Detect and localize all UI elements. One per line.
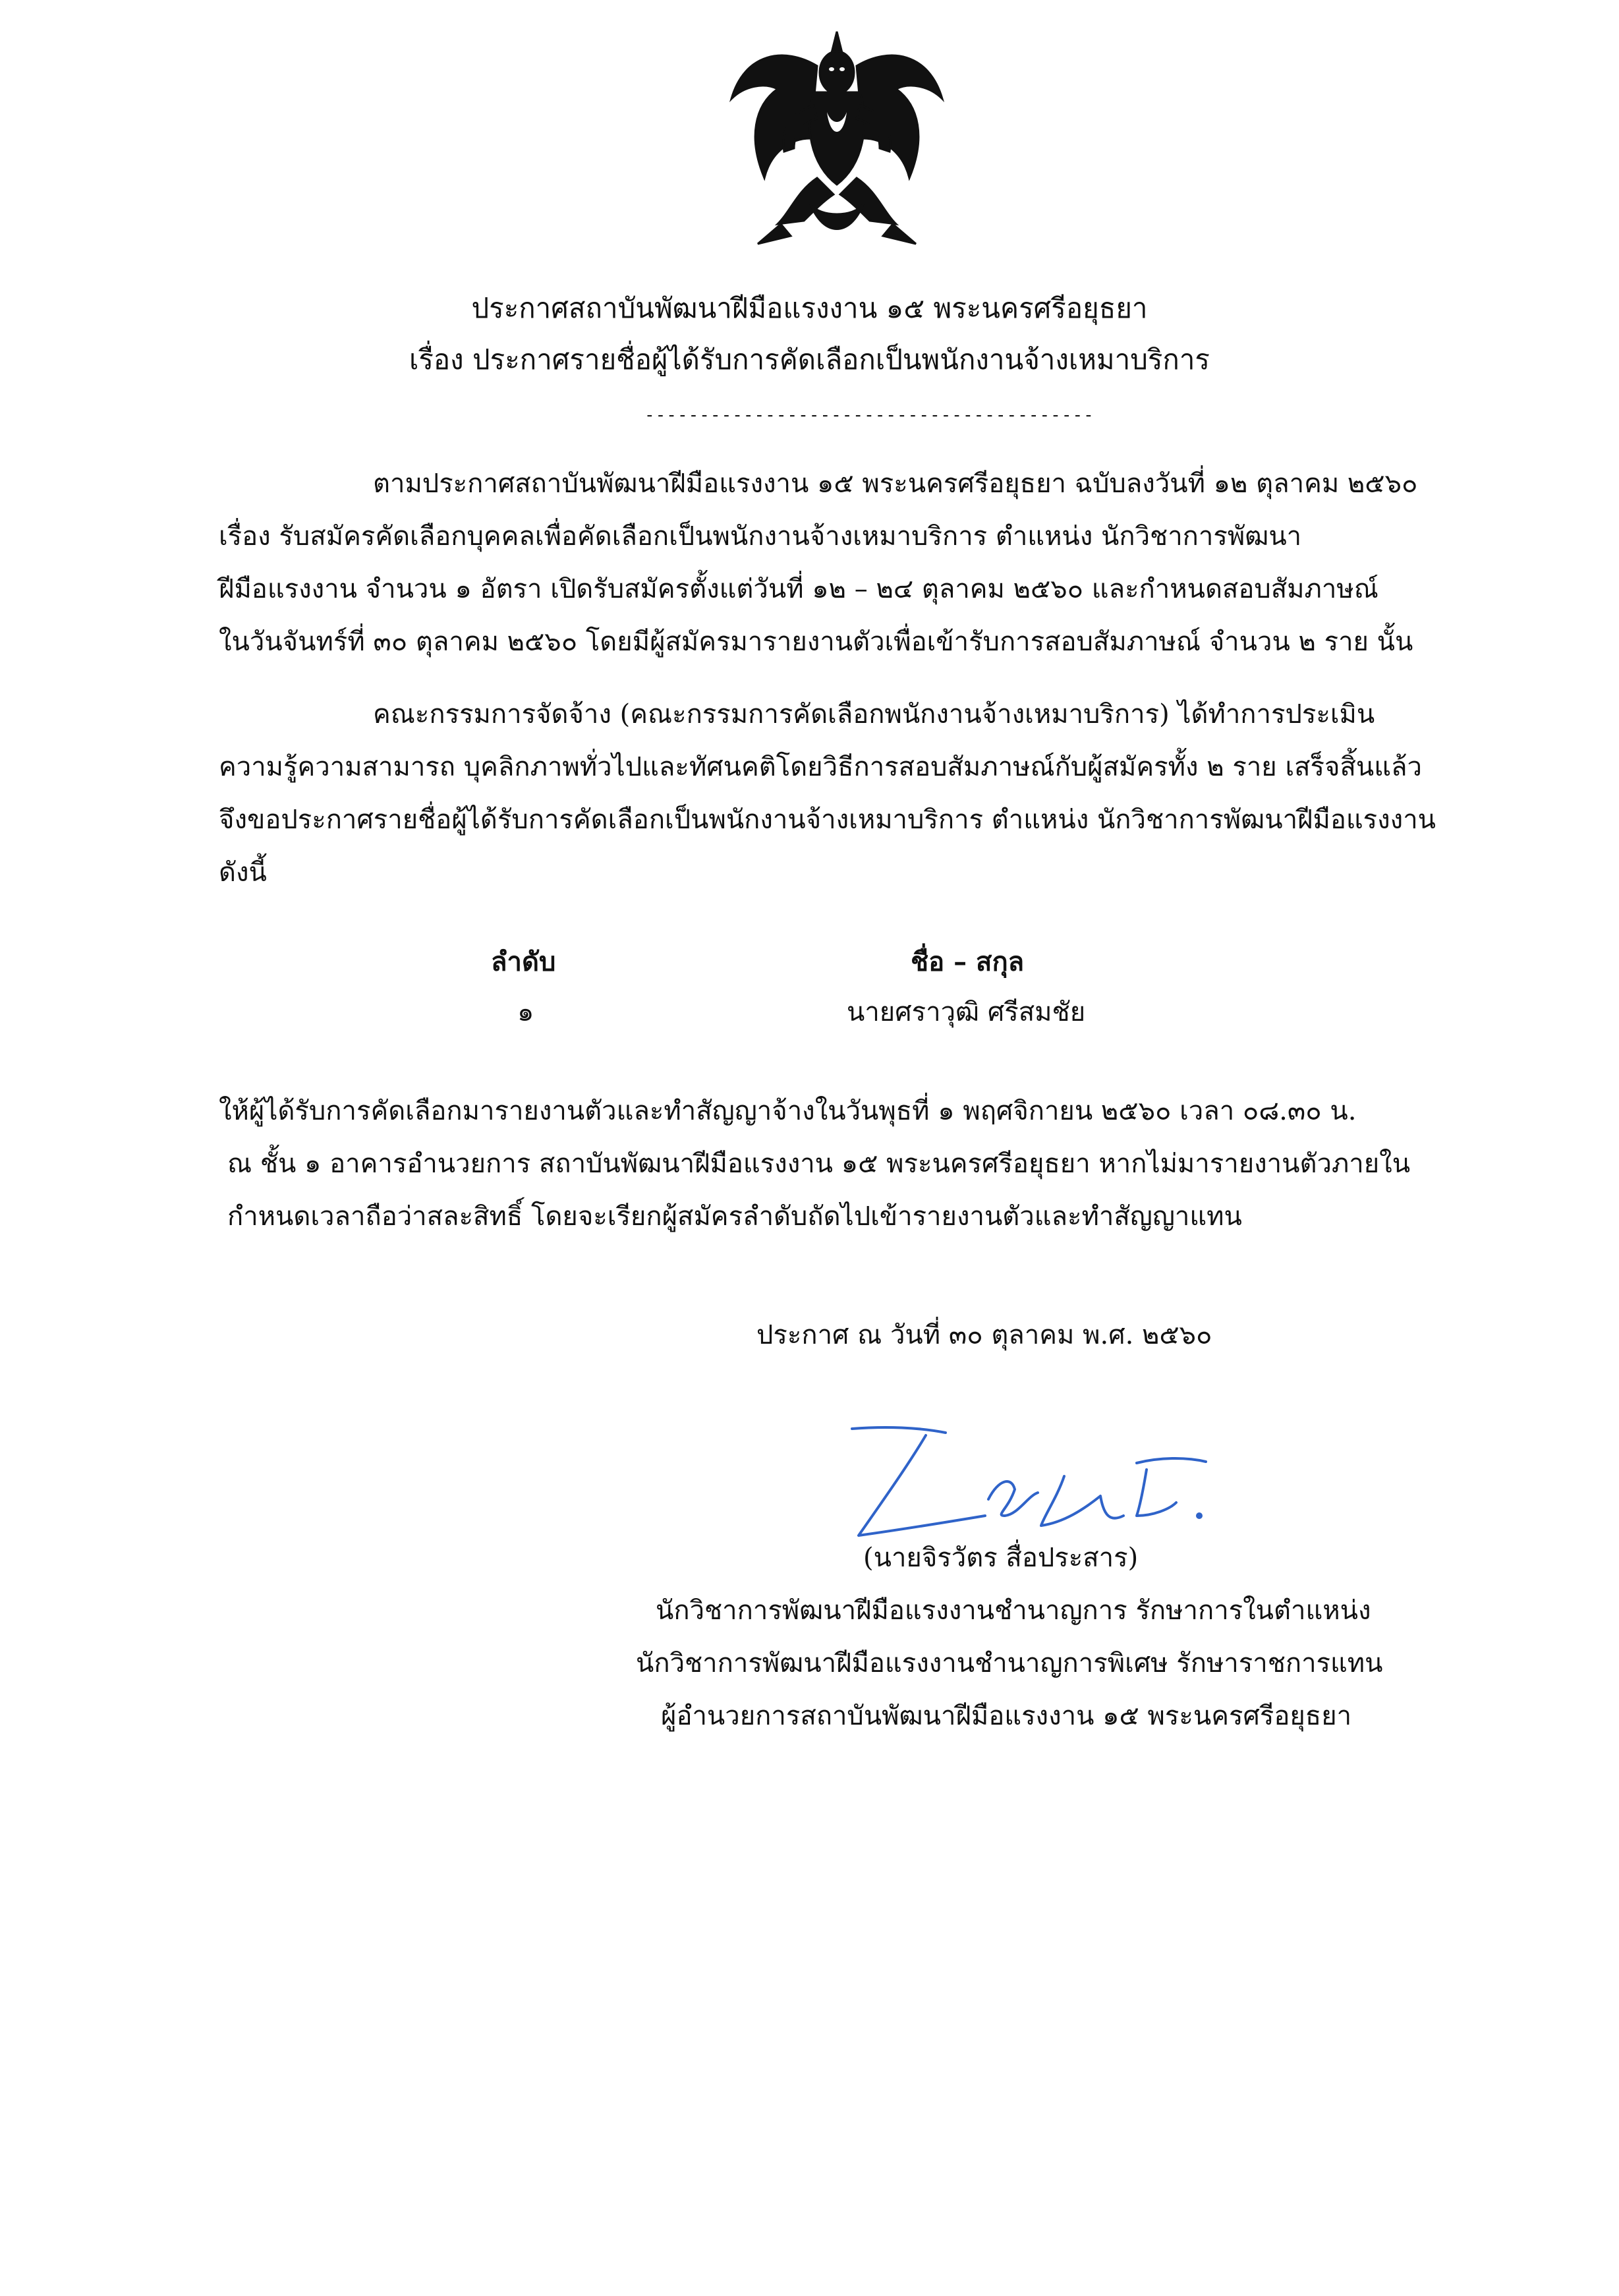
table-header-name: ชื่อ – สกุล: [911, 946, 1025, 977]
title-divider: -----------------------------------------: [644, 405, 1094, 425]
announcement-date: ประกาศ ณ วันที่ ๓๐ ตุลาคม พ.ศ. ๒๕๖๐: [756, 1320, 1212, 1350]
table-row-name: นายศราวุฒิ ศรีสมชัย: [847, 997, 1086, 1027]
para2-line4: ดังนี้: [219, 857, 267, 888]
para1-line4: ในวันจันทร์ที่ ๓๐ ตุลาคม ๒๕๖๐ โดยมีผู้สมัครมารายงานตัวเพื่อเข้ารับการสอบสัมภาษณ์ จำนวน ๒ ราย นั้น: [219, 627, 1413, 657]
garuda-emblem-icon: [718, 26, 955, 257]
para1-line3: ฝีมือแรงงาน จำนวน ๑ อัตรา เปิดรับสมัครตั้งแต่วันที่ ๑๒ – ๒๔ ตุลาคม ๒๕๖๐ และกำหนดสอบสัมภาษณ์: [219, 574, 1378, 604]
signatory-position-3: ผู้อำนวยการสถาบันพัฒนาฝีมือแรงงาน ๑๕ พระนครศรีอยุธยา: [661, 1701, 1352, 1731]
para3-line3: กำหนดเวลาถือว่าสละสิทธิ์ โดยจะเรียกผู้สมัครลำดับถัดไปเข้ารายงานตัวและทำสัญญาแทน: [227, 1201, 1242, 1232]
signatory-position-2: นักวิชาการพัฒนาฝีมือแรงงานชำนาญการพิเศษ รักษาราชการแทน: [636, 1648, 1383, 1679]
table-header-order: ลำดับ: [491, 946, 556, 977]
para1-line2: เรื่อง รับสมัครคัดเลือกบุคคลเพื่อคัดเลือกเป็นพนักงานจ้างเหมาบริการ ตำแหน่ง นักวิชาการพัฒนา: [219, 521, 1302, 552]
para2-line2: ความรู้ความสามารถ บุคลิกภาพทั่วไปและทัศนคติโดยวิธีการสอบสัมภาษณ์กับผู้สมัครทั้ง ๒ ราย เสร็จสิ้นแล้ว: [219, 752, 1422, 782]
para2-line3: จึงขอประกาศรายชื่อผู้ได้รับการคัดเลือกเป็นพนักงานจ้างเหมาบริการ ตำแหน่ง นักวิชาการพัฒนาฝีมือแรงงาน: [219, 805, 1436, 835]
signatory-name: (นายจิรวัตร สื่อประสาร): [863, 1543, 1139, 1573]
para1-line1: ตามประกาศสถาบันพัฒนาฝีมือแรงงาน ๑๕ พระนครศรีอยุธยา ฉบับลงวันที่ ๑๒ ตุลาคม ๒๕๖๐: [373, 469, 1418, 499]
handwritten-signature: [847, 1417, 1216, 1542]
signatory-position-1: นักวิชาการพัฒนาฝีมือแรงงานชำนาญการ รักษาการในตำแหน่ง: [656, 1595, 1371, 1626]
announcement-subject: เรื่อง ประกาศรายชื่อผู้ได้รับการคัดเลือกเป็นพนักงานจ้างเหมาบริการ: [409, 343, 1210, 376]
table-row-order: ๑: [517, 997, 534, 1027]
para3-line2: ณ ชั้น ๑ อาคารอำนวยการ สถาบันพัฒนาฝีมือแรงงาน ๑๕ พระนครศรีอยุธยา หากไม่มารายงานตัวภายใน: [227, 1149, 1411, 1179]
para3-line1: ให้ผู้ได้รับการคัดเลือกมารายงานตัวและทำสัญญาจ้างในวันพุธที่ ๑ พฤศจิกายน ๒๕๖๐ เวลา ๐๘.๓๐ น.: [219, 1096, 1357, 1126]
para2-line1: คณะกรรมการจัดจ้าง (คณะกรรมการคัดเลือกพนักงานจ้างเหมาบริการ) ได้ทำการประเมิน: [373, 699, 1375, 730]
announcement-title: ประกาศสถาบันพัฒนาฝีมือแรงงาน ๑๕ พระนครศรีอยุธยา: [471, 292, 1148, 324]
